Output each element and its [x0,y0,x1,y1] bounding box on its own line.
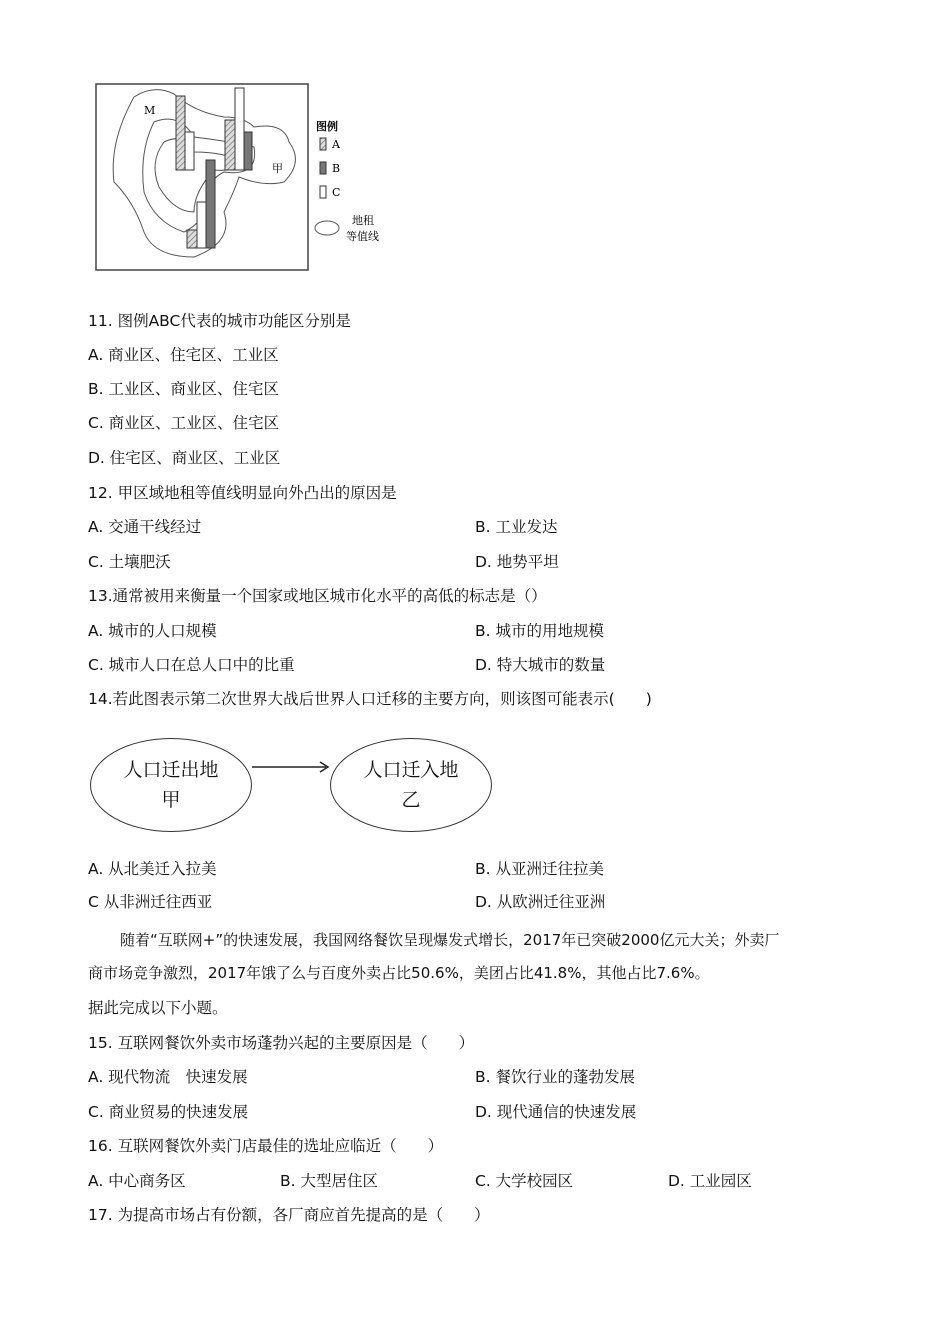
q14-option-a: A. 从北美迁入拉美 [88,860,217,878]
q15-option-b: B. 餐饮行业的蓬勃发展 [475,1068,635,1086]
q13-option-d: D. 特大城市的数量 [475,656,606,674]
arrow-icon [252,760,330,774]
destination-label: 人口迁入地 [363,759,459,781]
origin-ellipse [90,738,252,832]
label-jia: 甲 [272,162,283,175]
passage-line-2: 商市场竞争激烈，2017年饿了么与百度外卖占比50.6%，美团占比41.8%，其他占比7.6%。 [88,964,710,982]
q11-option-a: A. 商业区、住宅区、工业区 [88,346,279,364]
origin-label: 人口迁出地 [123,759,219,781]
q16-option-c: C. 大学校园区 [475,1172,574,1190]
legend-contour-2: 等值线 [346,230,379,243]
q14-option-d: D. 从欧洲迁往亚洲 [475,893,606,911]
origin-name: 甲 [161,789,181,811]
q16-option-d: D. 工业园区 [668,1172,752,1190]
q12-stem: 12. 甲区域地租等值线明显向外凸出的原因是 [88,484,397,502]
legend-contour-1: 地租 [352,214,374,227]
q14-option-b: B. 从亚洲迁往拉美 [475,860,604,878]
q14-option-c: C 从非洲迁往西亚 [88,893,213,911]
q11-option-c: C. 商业区、工业区、住宅区 [88,414,280,432]
legend-b: B [332,162,341,175]
q16-option-b: B. 大型居住区 [280,1172,378,1190]
q15-stem: 15. 互联网餐饮外卖市场蓬勃兴起的主要原因是（ ） [88,1034,475,1052]
legend-a: A [332,138,340,151]
q13-option-b: B. 城市的用地规模 [475,622,604,640]
q16-stem: 16. 互联网餐饮外卖门店最佳的选址应临近（ ） [88,1137,444,1155]
q15-option-a: A. 现代物流 快速发展 [88,1068,248,1086]
q13-option-a: A. 城市的人口规模 [88,622,217,640]
q15-option-c: C. 商业贸易的快速发展 [88,1103,249,1121]
land-rent-figure [94,82,394,274]
label-m: M [144,104,156,117]
q12-option-d: D. 地势平坦 [475,553,559,571]
q13-stem: 13.通常被用来衡量一个国家或地区城市化水平的高低的标志是（） [88,587,547,605]
q13-option-c: C. 城市人口在总人口中的比重 [88,656,295,674]
q17-stem: 17. 为提高市场占有份额，各厂商应首先提高的是（ ） [88,1206,490,1224]
q16-option-a: A. 中心商务区 [88,1172,186,1190]
q12-option-c: C. 土壤肥沃 [88,553,171,571]
passage-line-3: 据此完成以下小题。 [88,999,228,1017]
q15-option-d: D. 现代通信的快速发展 [475,1103,637,1121]
q12-option-b: B. 工业发达 [475,518,558,536]
q11-option-d: D. 住宅区、商业区、工业区 [88,449,281,467]
q14-stem: 14.若此图表示第二次世界大战后世界人口迁移的主要方向，则该图可能表示( ) [88,690,652,708]
q11-option-b: B. 工业区、商业区、住宅区 [88,380,279,398]
passage-line-1: 随着“互联网+”的快速发展，我国网络餐饮呈现爆发式增长，2017年已突破2000亿元大关；外卖厂 [120,931,780,949]
legend-title: 图例 [316,120,338,133]
destination-name: 乙 [401,789,421,811]
destination-ellipse [330,738,492,832]
q12-option-a: A. 交通干线经过 [88,518,202,536]
q11-stem: 11. 图例ABC代表的城市功能区分别是 [88,312,351,330]
legend-c: C [332,186,341,199]
